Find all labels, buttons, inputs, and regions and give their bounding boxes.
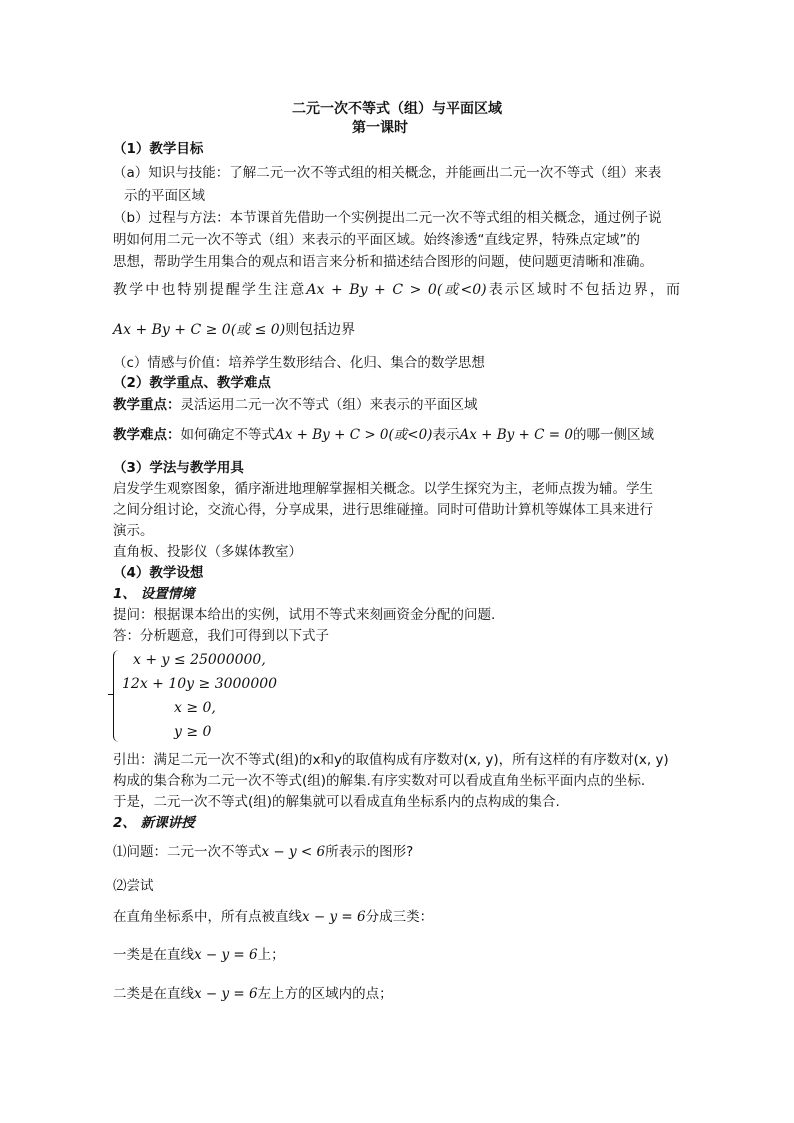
type1-text: 一类是在直线 [113, 947, 194, 963]
system-eq-2: 12x + 10y ≥ 3000000 [122, 676, 278, 692]
problem-line [113, 842, 413, 862]
answer-line: 答：分析题意，我们可得到以下式子 [113, 628, 329, 644]
doc-title: 二元一次不等式（组）与平面区域 [292, 101, 502, 117]
difficulty-text1: 如何确定不等式 [180, 427, 275, 443]
inequality-expression: Ax + By + C > 0(或<0) [306, 282, 487, 298]
system-eq-3: x ≥ 0, [174, 700, 216, 716]
section-2-heading: （2）教学重点、教学难点 [113, 375, 271, 391]
type2-text: 二类是在直线 [113, 986, 194, 1002]
method-line1: 启发学生观察图象，循序渐进地理解掌握相关概念。以学生探究为主，老师点拨为辅。学生 [113, 481, 653, 497]
objective-b-line1: （b）过程与方法：本节课首先借助一个实例提出二元一次不等式组的相关概念，通过例子说 [113, 210, 662, 226]
problem-tail: 所表示的图形? [325, 844, 414, 860]
classification-line [113, 907, 433, 927]
difficulty-label: 教学难点： [113, 427, 181, 443]
method-line2: 之间分组讨论，交流心得，分享成果，进行思维碰撞。同时可借助计算机等媒体工具来进行 [113, 502, 653, 518]
type2-tail: 左上方的区域内的点； [257, 986, 393, 1002]
key-point-line [113, 395, 478, 415]
type2-line [113, 984, 393, 1004]
difficulty-text3: 的哪一侧区域 [572, 427, 654, 443]
objective-a-line2: 示的平面区域 [124, 188, 205, 204]
difficulty-line [113, 425, 654, 445]
doc-subtitle: 第一课时 [352, 120, 408, 136]
system-brace-tip [108, 694, 113, 695]
section-4-heading: （4）教学设想 [113, 565, 204, 581]
type1-tail: 上； [257, 947, 285, 963]
objective-b-line5-tail: 则包括边界 [285, 322, 356, 338]
key-point-label: 教学重点： [113, 397, 181, 413]
objective-b-line5 [113, 320, 355, 340]
lead-line3: 于是，二元一次不等式(组)的解集就可以看成直角坐标系内的点构成的集合. [113, 794, 560, 810]
objective-a-line1: （a）知识与技能：了解二元一次不等式组的相关概念，并能画出二元一次不等式（组）来表 [113, 165, 662, 181]
attempt-line: ⑵尝试 [113, 878, 154, 894]
objective-c: （c）情感与价值：培养学生数形结合、化归、集合的数学思想 [113, 355, 485, 371]
classification-tail: 分成三类： [365, 909, 434, 925]
section-3-heading: （3）学法与教学用具 [113, 460, 244, 476]
system-eq-1: x + y ≤ 25000000, [133, 652, 266, 668]
classification-math: x − y = 6 [302, 909, 366, 925]
tools-line: 直角板、投影仪（多媒体教室） [113, 544, 302, 560]
objective-b-line2: 明如何用二元一次不等式（组）来表示的平面区域。始终渗透“直线定界，特殊点定域”的 [113, 232, 640, 248]
section-1-heading: （1）教学目标 [113, 141, 204, 157]
method-line3: 演示。 [113, 523, 154, 539]
type1-line [113, 945, 285, 965]
type1-math: x − y = 6 [194, 947, 258, 963]
objective-b-line4-text: 教学中也特别提醒学生注意 [113, 282, 307, 298]
system-brace [113, 650, 122, 742]
inequality-expression-inclusive: Ax + By + C ≥ 0(或 ≤ 0) [113, 322, 286, 338]
question-line: 提问：根据课本给出的实例，试用不等式来刻画资金分配的问题. [113, 607, 496, 623]
subsection-1-heading: 1、 设置情境 [113, 586, 195, 602]
classification-text: 在直角坐标系中，所有点被直线 [113, 909, 302, 925]
type2-math: x − y = 6 [194, 986, 258, 1002]
difficulty-text2: 表示 [432, 427, 460, 443]
lead-line2: 构成的集合称为二元一次不等式(组)的解集.有序实数对可以看成直角坐标平面内点的坐标. [113, 773, 646, 789]
system-eq-4: y ≥ 0 [174, 724, 212, 740]
subsection-2-heading: 2、 新课讲授 [113, 815, 195, 831]
lead-line1: 引出：满足二元一次不等式(组)的x和y的取值构成有序数对(x, y)，所有这样的有序数对(x, y) [113, 752, 669, 768]
objective-b-line4 [113, 280, 680, 300]
difficulty-math2: Ax + By + C = 0 [459, 427, 573, 443]
difficulty-math1: Ax + By + C > 0(或<0) [275, 427, 433, 443]
problem-text: ⑴问题：二元一次不等式 [113, 844, 262, 860]
key-point-text: 灵活运用二元一次不等式（组）来表示的平面区域 [180, 397, 478, 413]
objective-b-line3: 思想，帮助学生用集合的观点和语言来分析和描述结合图形的问题，使问题更清晰和准确。 [113, 254, 653, 270]
problem-math: x − y < 6 [261, 844, 326, 860]
objective-b-line4-tail: 表示区域时不包括边界，而 [486, 282, 681, 298]
